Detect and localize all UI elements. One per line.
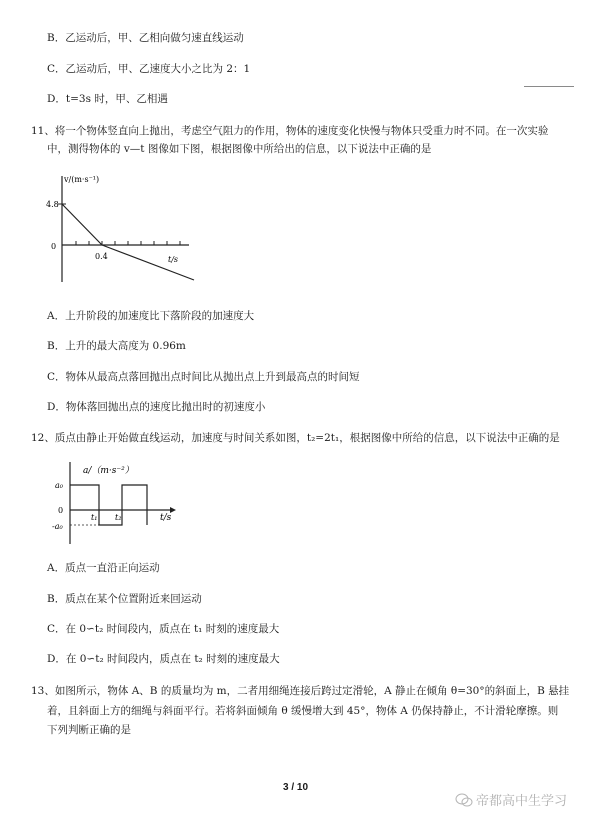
q10-option-d: D．t=3s 时，甲、乙相遇 — [47, 93, 168, 105]
q11-vt-graph — [44, 170, 204, 290]
q11-falling-segment — [102, 245, 194, 280]
q11-rising-segment — [62, 204, 102, 245]
q10-option-c: C．乙运动后，甲、乙速度大小之比为 2：1 — [47, 63, 251, 75]
page-number: 3 / 10 — [282, 782, 309, 793]
q12-option-c: C．在 0∽t₂ 时间段内，质点在 t₁ 时刻的速度最大 — [47, 623, 280, 635]
q11-x-tick-label: 0.4 — [95, 252, 108, 261]
q13-stem-line2: 着，且斜面上方的细绳与斜面平行。若将斜面倾角 θ 缓慢增大到 45°，物体 A 仍保持静止，不计滑轮摩擦。则 — [47, 705, 559, 717]
q13-stem-line3: 下列判断正确的是 — [47, 724, 131, 736]
q12-origin-label: 0 — [58, 506, 64, 515]
q12-at-graph — [52, 460, 187, 545]
q11-stem-line1: 11、将一个物体竖直向上抛出，考虑空气阻力的作用，物体的速度变化快慢与物体只受重力时不同。在一次实验 — [31, 125, 549, 137]
q11-origin-label: 0 — [51, 242, 57, 251]
q12-neg-a0-label: -a₀ — [52, 522, 63, 531]
q12-x-label: t/s — [160, 513, 172, 523]
q12-option-a: A．质点一直沿正向运动 — [47, 562, 160, 574]
q11-option-b: B．上升的最大高度为 0.96m — [47, 340, 186, 352]
q11-option-d: D．物体落回抛出点的速度比抛出时的初速度小 — [47, 401, 266, 413]
q12-t1-label: t₁ — [91, 513, 98, 522]
corner-mark — [524, 86, 574, 87]
q13-stem-line1: 13、如图所示，物体 A、B 的质量均为 m，二者用细绳连接后跨过定滑轮，A 静止在倾角 θ=30°的斜面上，B 悬挂 — [31, 685, 570, 697]
q11-y-tick-label: 4.8 — [46, 200, 59, 209]
q10-option-b: B．乙运动后，甲、乙相向做匀速直线运动 — [47, 32, 244, 44]
q11-stem-line2: 中，测得物体的 v—t 图像如下图，根据图像中所给出的信息，以下说法中正确的是 — [47, 143, 432, 155]
q11-y-label: v/(m·s⁻¹) — [64, 175, 100, 184]
q12-option-d: D．在 0∽t₂ 时间段内，质点在 t₂ 时刻的速度最大 — [47, 653, 280, 665]
q12-t2-label: t₂ — [115, 513, 122, 522]
q12-stem: 12、质点由静止开始做直线运动，加速度与时间关系如图，t₂=2t₁，根据图像中所给的信息，以下说法中正确的是 — [31, 432, 560, 444]
q11-x-label: t/s — [168, 255, 179, 264]
q12-a0-label: a₀ — [55, 481, 63, 490]
q12-square-wave — [70, 485, 147, 525]
q12-y-label: a/（m·s⁻²） — [83, 466, 134, 476]
wechat-icon — [455, 792, 473, 808]
q12-option-b: B．质点在某个位置附近来回运动 — [47, 593, 202, 605]
q11-option-a: A．上升阶段的加速度比下落阶段的加速度大 — [47, 310, 255, 322]
q11-option-c: C．物体从最高点落回抛出点时间比从抛出点上升到最高点的时间短 — [47, 371, 360, 383]
watermark-text: 帝都高中生学习 — [476, 794, 568, 809]
